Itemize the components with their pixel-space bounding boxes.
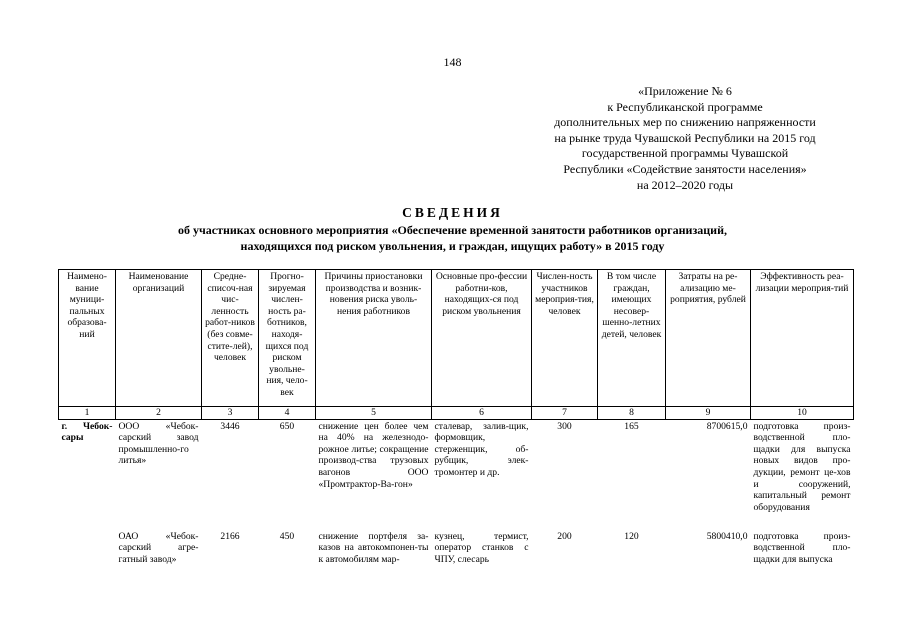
column-number: 10 xyxy=(751,407,854,420)
document-title: СВЕДЕНИЯ xyxy=(402,205,503,220)
cell-costs: 8700615,0 xyxy=(706,420,748,432)
cell-avg-staff: 2166 xyxy=(220,530,240,542)
subtitle-line: находящихся под риском увольнения, и граждан, ищущих работу» в 2015 году xyxy=(240,239,665,253)
cell-at-risk: 450 xyxy=(279,530,295,542)
header-municipality: Наимено-вание муници-пальных образова-ний xyxy=(59,270,116,407)
column-number: 9 xyxy=(666,407,751,420)
header-reasons: Причины приостановки производства и возник-новения риска уволь-нения работников xyxy=(316,270,432,407)
column-number: 6 xyxy=(432,407,532,420)
appendix-line: «Приложение № 6 xyxy=(638,84,732,98)
appendix-line: на 2012–2020 годы xyxy=(636,177,734,192)
cell-municipality: г. Чебок-сары xyxy=(61,420,113,444)
page-number: 148 xyxy=(443,55,462,69)
header-effectiveness: Эффективность реа-лизации мероприя-тий xyxy=(751,270,854,407)
cell-organization: ОАО «Чебок-сарский агре-гатный завод» xyxy=(118,530,199,565)
header-costs: Затраты на ре-ализацию ме-роприятия, рублей xyxy=(666,270,751,407)
cell-reasons: снижение цен более чем на 40% на железнодо-рожное литье; сокращение производ-ства трузовых вагонов ООО «Промтрактор-Ва-гон» xyxy=(318,420,429,490)
header-with-children: В том числе граждан, имеющих несовер-шенно-летних детей, человек xyxy=(598,270,666,407)
subtitle-line: об участниках основного мероприятия «Обеспечение временной занятости работников организаций, xyxy=(177,223,728,237)
cell-effectiveness: подготовка произ-водственной пло-щадки для выпуска xyxy=(753,530,851,565)
header-organization: Наименование организаций xyxy=(116,270,202,407)
column-number-row xyxy=(59,407,854,420)
document-subtitle xyxy=(0,222,905,254)
header-professions: Основные про-фессии работни-ков, находящих-ся под риском увольнения xyxy=(432,270,532,407)
column-number: 3 xyxy=(202,407,259,420)
appendix-line: государственной программы Чувашской xyxy=(581,146,789,161)
table-row xyxy=(59,419,854,530)
cell-reasons: снижение портфеля за-казов на автокомпонен-ты к автомобилям мар- xyxy=(318,530,429,565)
header-at-risk: Прогно-зируемая числен-ность ра-ботников, находя-щихся под риском увольне-ния, чело-век xyxy=(259,270,316,407)
cell-organization: ООО «Чебок-сарский завод промышленно-го литья» xyxy=(118,420,199,467)
column-number: 7 xyxy=(532,407,598,420)
participants-table xyxy=(58,269,854,572)
header-participants: Числен-ность участников мероприя-тия, человек xyxy=(532,270,598,407)
column-number: 2 xyxy=(116,407,202,420)
table-header-row xyxy=(59,270,854,407)
cell-effectiveness: подготовка произ-водственной пло-щадки для выпуска новых видов про-дукции, ремонт це-хов и сооружений, капитальный ремонт оборудования xyxy=(753,420,851,513)
cell-with-children: 120 xyxy=(624,530,639,542)
cell-avg-staff: 3446 xyxy=(220,420,240,432)
column-number: 4 xyxy=(259,407,316,420)
cell-with-children: 165 xyxy=(624,420,639,432)
table-row xyxy=(59,530,854,572)
appendix-line: к Республиканской программе xyxy=(607,99,763,114)
cell-participants: 200 xyxy=(557,530,572,542)
appendix-line: на рынке труда Чувашской Республики на 2015 год xyxy=(554,130,816,145)
column-number: 8 xyxy=(598,407,666,420)
appendix-line: дополнительных мер по снижению напряженности xyxy=(554,115,816,130)
cell-costs: 5800410,0 xyxy=(706,530,748,542)
cell-participants: 300 xyxy=(557,420,572,432)
cell-professions: сталевар, залив-щик, формовщик, стерженщик, об-рубщик, элек-тромонтер и др. xyxy=(434,420,529,478)
cell-at-risk: 650 xyxy=(279,420,295,432)
cell-professions: кузнец, термист, оператор станков с ЧПУ, слесарь xyxy=(434,530,529,565)
appendix-line: Республики «Содействие занятости населения» xyxy=(563,161,807,176)
column-number: 5 xyxy=(316,407,432,420)
cell-municipality xyxy=(59,530,116,572)
header-avg-staff: Средне-списоч-ная чис-ленность работ-ников (без совме-стите-лей), человек xyxy=(202,270,259,407)
appendix-block xyxy=(530,84,840,193)
column-number: 1 xyxy=(59,407,116,420)
